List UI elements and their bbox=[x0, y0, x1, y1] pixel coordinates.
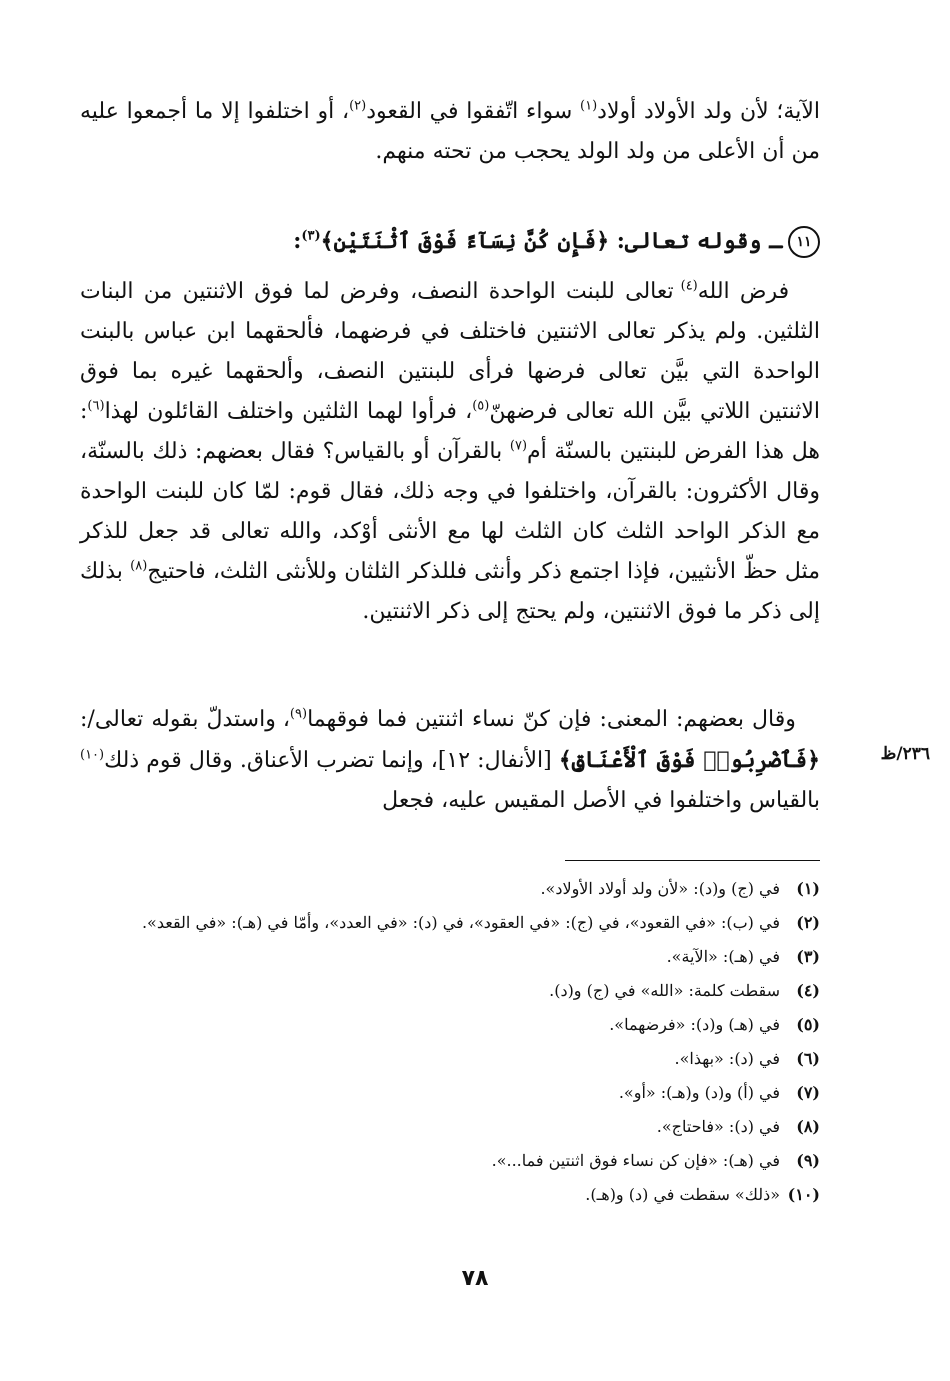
main-paragraph bbox=[80, 272, 820, 632]
footnote-text: في (د): «فاحتاج». bbox=[656, 1117, 780, 1136]
footnote-item bbox=[80, 1076, 820, 1110]
footnote-marker-6: (٦) bbox=[87, 398, 105, 414]
text-run: بالقياس واختلفوا في الأصل المقيس عليه، فجعل bbox=[382, 788, 820, 813]
footnote-number: (٨) bbox=[796, 1117, 820, 1136]
footnote-text: في (هـ): «فإن كن نساء فوق اثنتين فما...». bbox=[491, 1151, 780, 1170]
footnote-item bbox=[80, 1042, 820, 1076]
verse-reference: [الأنفال: ١٢] bbox=[437, 748, 559, 773]
footnote-marker-4: (٤) bbox=[680, 278, 698, 294]
footnote-number: (١) bbox=[796, 879, 820, 898]
footnote-marker-9: (٩) bbox=[289, 706, 308, 722]
footnote-item bbox=[80, 1008, 820, 1042]
footnote-number: (٧) bbox=[796, 1083, 820, 1102]
text-run: وقال بعضهم: المعنى: فإن كنّ نساء اثنتين فما فوقهما bbox=[307, 707, 796, 732]
footnote-text: في (هـ) و(د): «فرضهما». bbox=[609, 1015, 780, 1034]
footnote-marker-10: (١٠) bbox=[80, 747, 105, 763]
footnote-text: «ذلك» سقطت في (د) و(هـ). bbox=[585, 1185, 780, 1204]
footnote-item bbox=[80, 872, 820, 906]
footnote-number: (٤) bbox=[796, 981, 820, 1000]
footnote-item bbox=[80, 1110, 820, 1144]
footnote-marker-5: (٥) bbox=[472, 398, 490, 414]
footnote-item bbox=[80, 940, 820, 974]
footnote-number: (٥) bbox=[796, 1015, 820, 1034]
footnote-item bbox=[80, 1144, 820, 1178]
footnote-number: (٩) bbox=[796, 1151, 820, 1170]
text-run: بذلك إلى ذكر ما فوق الاثنتين، ولم يحتج إلى ذكر الاثنتين. bbox=[80, 559, 820, 624]
footnote-text: في (ج) و(د): «لأن ولد أولاد الأولاد». bbox=[540, 879, 780, 898]
text-run: فرض الله bbox=[697, 279, 790, 304]
footnote-text: في (هـ): «الآية». bbox=[666, 947, 780, 966]
footnote-number: (٦) bbox=[796, 1049, 820, 1068]
section-number-badge: ١١ bbox=[788, 226, 820, 258]
footnote-item bbox=[80, 974, 820, 1008]
quran-verse: ﴿فَإِن كُنَّ نِسَآءً فَوْقَ ٱثْنَتَيْنِ﴾ bbox=[320, 228, 610, 254]
footnote-text: في (د): «بهذا». bbox=[674, 1049, 780, 1068]
quran-verse: ﴿فَٱضْرِبُوا۟ فَوْقَ ٱلْأَعْنَاقِ﴾ bbox=[558, 747, 820, 773]
text-run: ، أو اختلفوا إلا ما أجمعوا عليه من أن الأعلى من ولد الولد يحجب من تحته منهم. bbox=[80, 99, 820, 164]
top-paragraph bbox=[80, 92, 820, 172]
text-run: سواء اتّفقوا في القعود bbox=[366, 99, 581, 124]
footnote-marker-2: (٢) bbox=[349, 98, 367, 114]
footnote-text: سقطت كلمة: «الله» في (ج) و(د). bbox=[549, 981, 780, 1000]
page-number: ٧٨ bbox=[461, 1266, 489, 1291]
footnote-marker-7: (٧) bbox=[509, 438, 528, 454]
footnote-marker-1: (١) bbox=[580, 98, 598, 114]
footnote-text: في (أ) و(د) و(هـ): «أو». bbox=[618, 1083, 780, 1102]
text-run: بالقرآن أو بالقياس؟ فقال بعضهم: ذلك بالسنّة، وقال الأكثرون: بالقرآن، واختلفوا في وجه ذلك، فقال قوم: لمّا كان للبنت الواحدة مع الذكر الواحد الثلث كان الثلث لها مع الأنثى أوْكد، والله تعالى قد جعل للذكر مثل حظّ الأنثيين، فإذا اجتمع ذكر وأنثى فللذكر الثلثان وللأنثى الثلث، فاحتيج bbox=[80, 439, 820, 584]
footnote-number: (٢) bbox=[796, 913, 820, 932]
section-heading bbox=[80, 218, 820, 264]
footnote-divider bbox=[565, 860, 820, 861]
footnote-number: (١٠) bbox=[787, 1185, 820, 1204]
footnote-marker-8: (٨) bbox=[130, 558, 148, 574]
footnote-item bbox=[80, 906, 820, 940]
text-run: الآية؛ لأن ولد الأولاد أولاد bbox=[597, 99, 820, 124]
heading-lead: ـ وقوله تعالى: bbox=[609, 228, 782, 254]
text-run: ، واستدلّ بقوله تعالى/: bbox=[80, 707, 290, 732]
text-run: تعالى للبنت الواحدة النصف، وفرض لما فوق الاثنتين من البنات الثلثين. ولم يذكر تعالى الاثنتين فاختلف في فرضهما، فألحقهما ابن عباس بالبنت الواحدة التي بيَّن تعالى فرضها فرأى للبنتين النصف، وألحقهما غيره بما فوق الاثنتين اللاتي بيَّن الله تعالى فرضهنّ bbox=[80, 279, 821, 424]
manuscript-folio-note: ٢٣٦/ظ bbox=[880, 744, 930, 764]
footnote-marker-3: (٣) bbox=[301, 228, 321, 244]
text-run: ، وإنما تضرب الأعناق. وقال قوم ذلك bbox=[104, 748, 438, 773]
footnotes-list bbox=[80, 872, 820, 1212]
text-run: ، فرأوا لهما الثلثين واختلف القائلون لهذا bbox=[104, 399, 473, 424]
footnote-item bbox=[80, 1178, 820, 1212]
footnote-text: في (ب): «في القعود»، في (ج): «في العقود»، في (د): «في العدد»، وأمّا في (هـ): «في القعد». bbox=[141, 913, 780, 932]
footnote-number: (٣) bbox=[796, 947, 820, 966]
text-run: : هل هذا الفرض للبنتين بالسنّة أم bbox=[80, 399, 821, 464]
last-paragraph bbox=[80, 700, 820, 821]
heading-colon: : bbox=[293, 228, 302, 254]
